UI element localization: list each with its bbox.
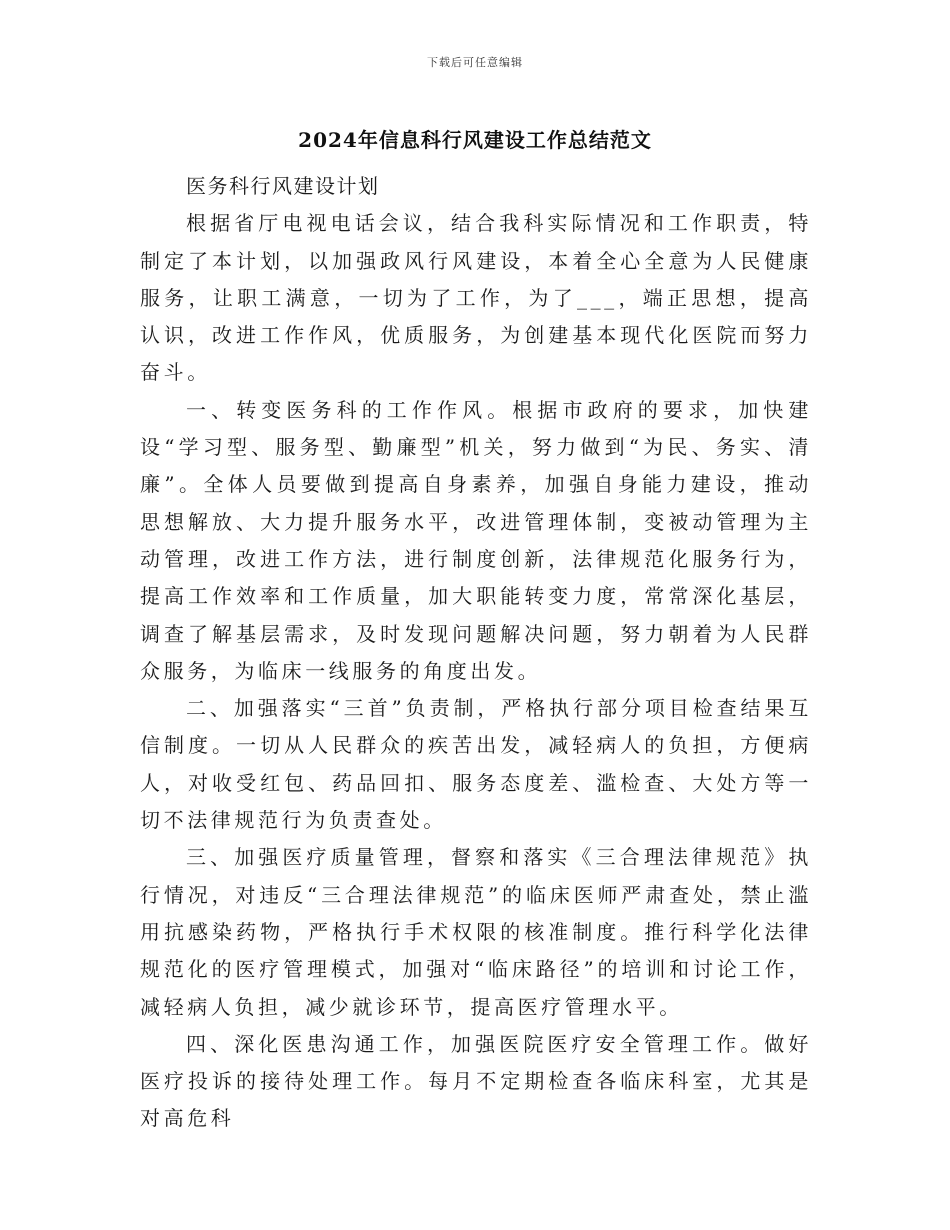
paragraph-intro: 根据省厅电视电话会议，结合我科实际情况和工作职责，特制定了本计划，以加强政风行风建设，本着全心全意为人民健康服务，让职工满意，一切为了工作，为了___，端正思想，提高认识，改进工作作风，优质服务，为创建基本现代化医院而努力奋斗。 bbox=[140, 211, 812, 385]
paragraph-2: 二、加强落实“三首”负责制，严格执行部分项目检查结果互信制度。一切从人民群众的疾苦出发，减轻病人的负担，方便病人，对收受红包、药品回扣、服务态度差、滥检查、大处方等一切不法律规范行为负责查处。 bbox=[140, 696, 812, 833]
paragraph-4: 四、深化医患沟通工作，加强医院医疗安全管理工作。做好医疗投诉的接待处理工作。每月不定期检查各临床科室，尤其是对高危科 bbox=[140, 1031, 812, 1131]
header-note: 下载后可任意编辑 bbox=[427, 56, 523, 69]
document-title: 2024年信息科行风建设工作总结范文 bbox=[298, 128, 652, 152]
paragraph-3: 三、加强医疗质量管理，督察和落实《三合理法律规范》执行情况，对违反“三合理法律规范”的临床医师严肃查处，禁止滥用抗感染药物，严格执行手术权限的核准制度。推行科学化法律规范化的医疗管理模式，加强对“临床路径”的培训和讨论工作，减轻病人负担，减少就诊环节，提高医疗管理水平。 bbox=[140, 845, 812, 1019]
section-subtitle: 医务科行风建设计划 bbox=[186, 174, 380, 198]
paragraph-1: 一、转变医务科的工作作风。根据市政府的要求，加快建设“学习型、服务型、勤廉型”机关，努力做到“为民、务实、清廉”。全体人员要做到提高自身素养，加强自身能力建设，推动思想解放、大力提升服务水平，改进管理体制，变被动管理为主动管理，改进工作方法，进行制度创新，法律规范化服务行为，提高工作效率和工作质量，加大职能转变力度，常常深化基层，调查了解基层需求，及时发现问题解决问题，努力朝着为人民群众服务，为临床一线服务的角度出发。 bbox=[140, 397, 812, 683]
document-body bbox=[140, 168, 812, 1138]
